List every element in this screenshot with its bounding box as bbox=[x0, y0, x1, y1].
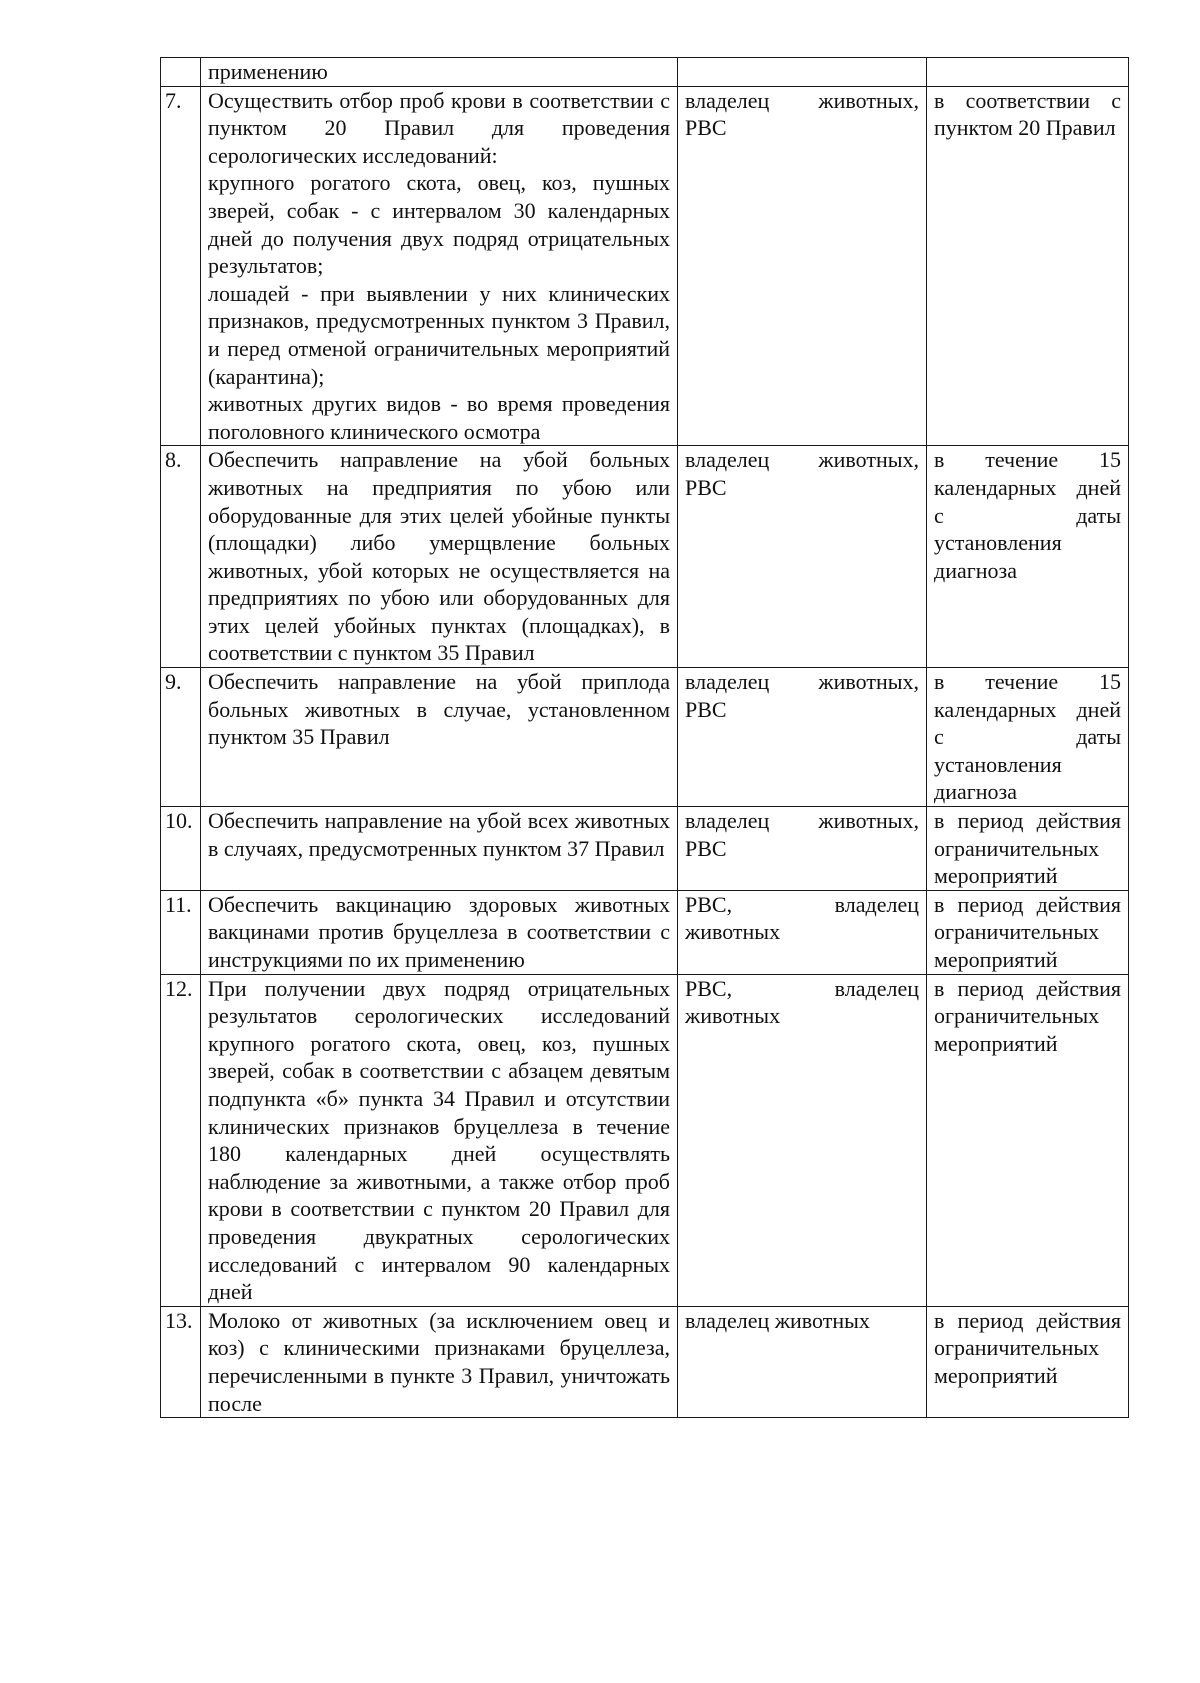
responsible-cell: владелец животных, РВС bbox=[678, 446, 927, 668]
action-cell bbox=[201, 58, 678, 87]
action-cell bbox=[201, 974, 678, 1306]
row-number bbox=[161, 58, 201, 87]
row-number: 8. bbox=[161, 446, 201, 668]
table-row bbox=[161, 1306, 1129, 1417]
row-number: 11. bbox=[161, 890, 201, 974]
action-text: крупного рогатого скота, овец, коз, пушных зверей, собак - с интервалом 30 календарных дней до получения двух подряд отрицательных результатов; bbox=[208, 170, 670, 279]
term-cell: в период действия ограничительных мероприятий bbox=[927, 890, 1129, 974]
action-text: Обеспечить направление на убой всех животных в случаях, предусмотренных пунктом 37 Правил bbox=[208, 808, 670, 861]
term-cell: в период действия ограничительных мероприятий bbox=[927, 1306, 1129, 1417]
table-row bbox=[161, 890, 1129, 974]
table-row bbox=[161, 668, 1129, 807]
action-text: лошадей - при выявлении у них клинических признаков, предусмотренных пунктом 3 Правил, и перед отменой ограничительных мероприятий (карантина); bbox=[208, 280, 670, 389]
action-text: Обеспечить вакцинацию здоровых животных вакцинами против бруцеллеза в соответствии с инструкциями по их применению bbox=[208, 891, 670, 972]
action-text: Молоко от животных (за исключением овец и коз) с клиническими признаками бруцеллеза, перечисленными в пункте 3 Правил, уничтожать после bbox=[208, 1307, 670, 1416]
action-cell bbox=[201, 807, 678, 891]
row-number: 9. bbox=[161, 668, 201, 807]
action-text: животных других видов - во время проведения поголовного клинического осмотра bbox=[208, 391, 670, 444]
action-cell bbox=[201, 890, 678, 974]
term-cell: в период действия ограничительных мероприятий bbox=[927, 807, 1129, 891]
term-cell: в течение 15 календарных дней с даты установления диагноза bbox=[927, 446, 1129, 668]
action-text: При получении двух подряд отрицательных результатов серологических исследований крупного рогатого скота, овец, коз, пушных зверей, собак в соответствии с абзацем девятым подпункта «б» пункта 34 Правил и отсутствии клинических признаков бруцеллеза в течение 180 календарных дней осуществлять наблюдение за животными, а также отбор проб крови в соответствии с пунктом 20 Правил для проведения двукратных серологических исследований с интервалом 90 календарных дней bbox=[208, 975, 670, 1305]
responsible-cell: владелец животных, РВС bbox=[678, 86, 927, 446]
table-row bbox=[161, 807, 1129, 891]
row-number: 13. bbox=[161, 1306, 201, 1417]
term-cell bbox=[927, 58, 1129, 87]
action-cell bbox=[201, 1306, 678, 1417]
term-cell: в соответствии с пунктом 20 Правил bbox=[927, 86, 1129, 446]
action-text: Обеспечить направление на убой больных животных на предприятия по убою или оборудованные для этих целей убойные пункты (площадки) либо умерщвление больных животных, убой которых не осуществляется на предприятиях по убою или оборудованных для этих целей убойных пунктах (площадках), в соответствии с пунктом 35 Правил bbox=[208, 447, 670, 666]
action-cell bbox=[201, 668, 678, 807]
table-row bbox=[161, 58, 1129, 87]
action-text: применению bbox=[208, 59, 328, 84]
responsible-cell: владелец животных bbox=[678, 1306, 927, 1417]
action-cell bbox=[201, 446, 678, 668]
responsible-cell: владелец животных, РВС bbox=[678, 807, 927, 891]
responsible-cell: владелец животных, РВС bbox=[678, 668, 927, 807]
table-row bbox=[161, 974, 1129, 1306]
action-text: Осуществить отбор проб крови в соответствии с пунктом 20 Правил для проведения серологических исследований: bbox=[208, 87, 670, 168]
responsible-cell: РВС, владелец животных bbox=[678, 890, 927, 974]
term-cell: в течение 15 календарных дней с даты установления диагноза bbox=[927, 668, 1129, 807]
action-text: Обеспечить направление на убой приплода больных животных в случае, установленном пунктом 35 Правил bbox=[208, 669, 670, 750]
row-number: 10. bbox=[161, 807, 201, 891]
measures-table-body bbox=[161, 58, 1129, 1418]
term-cell: в период действия ограничительных мероприятий bbox=[927, 974, 1129, 1306]
action-cell bbox=[201, 86, 678, 446]
row-number: 12. bbox=[161, 974, 201, 1306]
measures-table bbox=[160, 57, 1129, 1418]
responsible-cell bbox=[678, 58, 927, 87]
table-row bbox=[161, 86, 1129, 446]
responsible-cell: РВС, владелец животных bbox=[678, 974, 927, 1306]
table-row bbox=[161, 446, 1129, 668]
row-number: 7. bbox=[161, 86, 201, 446]
